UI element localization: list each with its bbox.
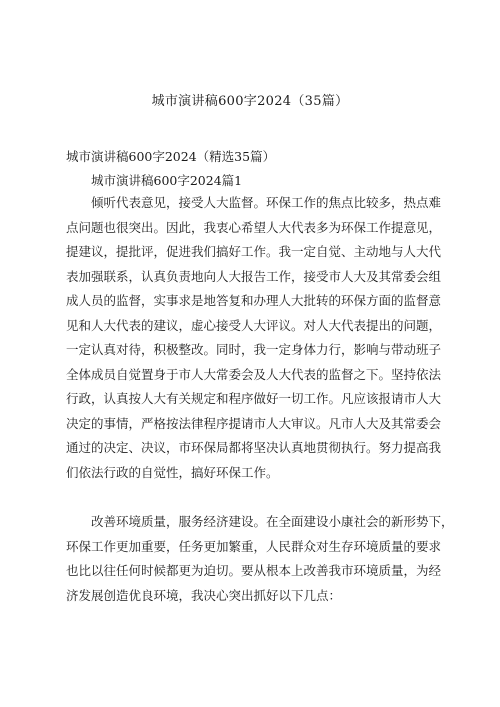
paragraph-line: 济发展创造优良环境，我决心突出抓好以下几点： (66, 587, 342, 603)
paragraph-line: 决定的事情，严格按法律程序提请市人大审议。凡市人大及其常委会 (66, 415, 442, 431)
paragraph-line: 成人员的监督，实事求是地答复和办理人大批转的环保方面的监督意 (66, 293, 442, 308)
paragraph-2 (66, 510, 454, 608)
paragraph-line: 全体成员自觉置身于市人大常委会及人大代表的监督之下。坚持依法 (66, 366, 442, 382)
paragraph-line: 行政，认真按人大有关规定和程序做好一切工作。凡应该报请市人大 (66, 391, 442, 406)
section-heading: 城市演讲稿600字2024篇1 (91, 173, 243, 188)
paragraph-line: 一定认真对待，积极整改。同时，我一定身体力行，影响与带动班子 (66, 342, 442, 357)
document-title: 城市演讲稿600字2024（35篇） (151, 94, 349, 109)
paragraph-line: 倾听代表意见，接受人大监督。环保工作的焦点比较多，热点难 (91, 195, 442, 210)
paragraph-line: 们依法行政的自觉性，搞好环保工作。 (66, 464, 279, 480)
document-subtitle: 城市演讲稿600字2024（精选35篇） (66, 149, 276, 164)
paragraph-line: 表加强联系，认真负责地向人大报告工作，接受市人大及其常委会组 (66, 268, 442, 284)
paragraph-line: 点问题也很突出。因此，我衷心希望人大代表多为环保工作提意见， (66, 219, 442, 235)
paragraph-line: 环保工作更加重要，任务更加繁重，人民群众对生存环境质量的要求 (66, 538, 442, 554)
paragraph-line: 提建议，提批评，促进我们搞好工作。我一定自觉、主动地与人大代 (66, 244, 442, 259)
paragraph-line: 见和人大代表的建议，虚心接受人大评议。对人大代表提出的问题， (66, 317, 442, 333)
paragraph-line: 也比以往任何时候都更为迫切。要从根本上改善我市环境质量，为经 (66, 563, 442, 578)
paragraph-line: 改善环境质量，服务经济建设。在全面建设小康社会的新形势下， (91, 514, 454, 529)
paragraph-1 (66, 191, 440, 485)
paragraph-line: 通过的决定、决议，市环保局都将坚决认真地贯彻执行。努力提高我 (66, 440, 442, 455)
